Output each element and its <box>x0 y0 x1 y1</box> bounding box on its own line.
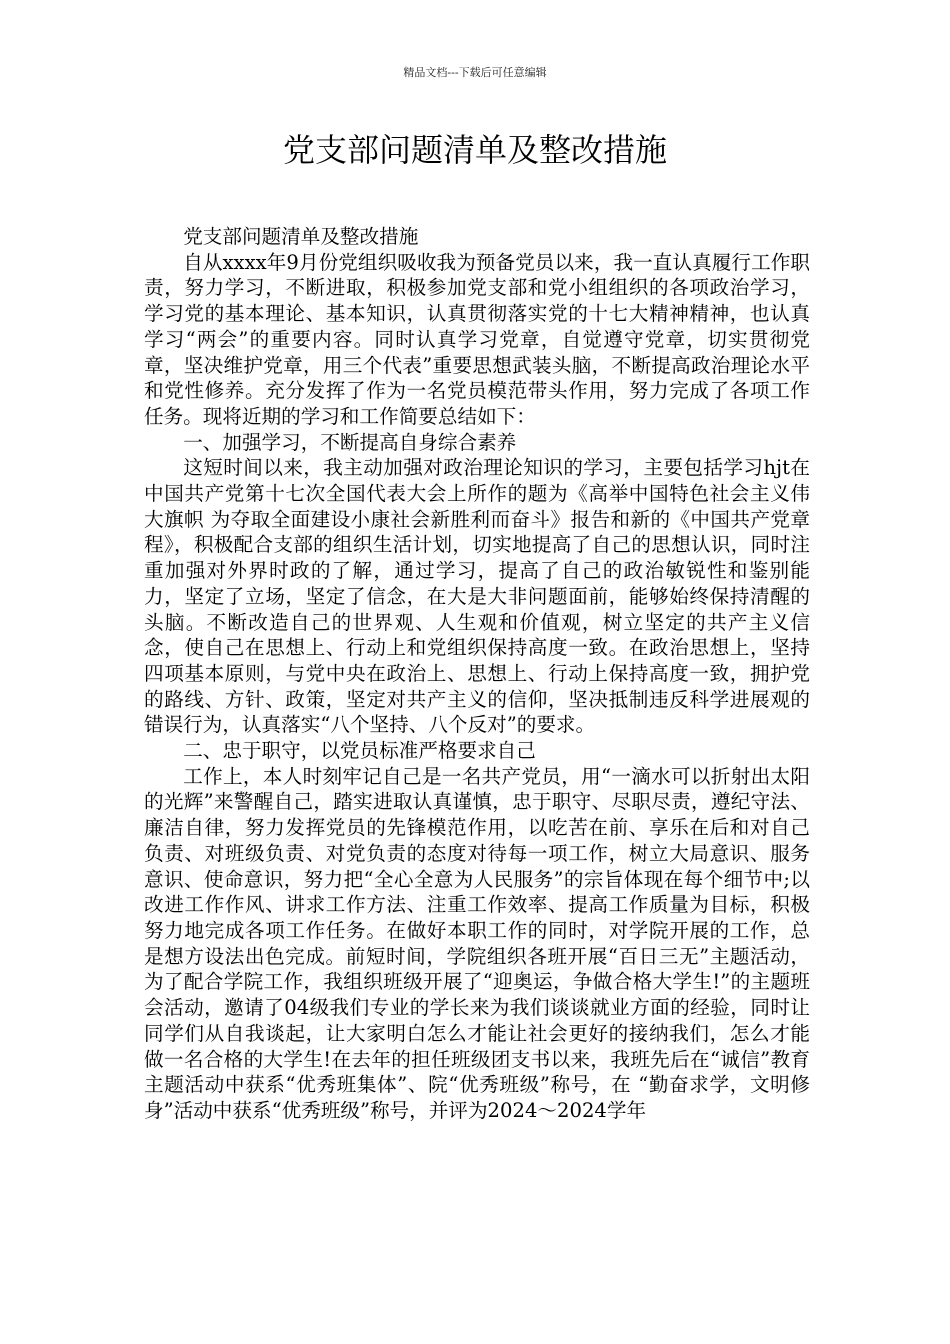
header-note: 精品文档---下载后可任意编辑 <box>403 66 547 79</box>
intro-paragraph: 自从xxxx年9月份党组织吸收我为预备党员以来，我一直认真履行工作职责，努力学习，不断进取，积极参加党支部和党小组组织的各项政治学习，学习党的基本理论、基本知识，认真贯彻落实党的十七大精神精神，也认真学习“两会”的重要内容。同时认真学习党章，自觉遵守党章，切实贯彻党章，坚决维护党章，用三个代表”重要思想武装头脑，不断提高政治理论水平和党性修养。充分发挥了作为一名党员模范带头作用，努力完成了各项工作任务。现将近期的学习和工作简要总结如下： <box>144 250 810 428</box>
document-title: 党支部问题清单及整改措施 <box>282 131 667 169</box>
subtitle-line: 党支部问题清单及整改措施 <box>183 225 419 248</box>
document-body <box>144 224 810 1124</box>
section-heading-2: 二、忠于职守，以党员标准严格要求自己 <box>183 739 536 763</box>
section-1-paragraph: 这短时间以来，我主动加强对政治理论知识的学习，主要包括学习hjt在中国共产党第十七次全国代表大会上所作的题为《高举中国特色社会主义伟大旗帜 为夺取全面建设小康社会新胜利而奋斗》报告和新的《中国共产党章程》，积极配合支部的组织生活计划，切实地提高了自己的思想认识，同时注重加强对外界时政的了解，通过学习，提高了自己的政治敏锐性和鉴别能力，坚定了立场，坚定了信念，在大是大非问题面前，能够始终保持清醒的头脑。不断改造自己的世界观、人生观和价值观，树立坚定的共产主义信念，使自己在思想上、行动上和党组织保持高度一致。在政治思想上，坚持四项基本原则，与党中央在政治上、思想上、行动上保持高度一致，拥护党的路线、方针、政策，坚定对共产主义的信仰，坚决抵制违反科学进展观的错误行为，认真落实“八个坚持、八个反对”的要求。 <box>144 456 810 737</box>
section-heading-1: 一、加强学习，不断提高自身综合素养 <box>183 430 517 454</box>
section-2-paragraph: 工作上，本人时刻牢记自己是一名共产党员，用“一滴水可以折射出太阳的光辉”来警醒自己，踏实进取认真谨慎，忠于职守、尽职尽责，遵纪守法、廉洁自律，努力发挥党员的先锋模范作用，以吃苦在前、享乐在后和对自己负责、对班级负责、对党负责的态度对待每一项工作，树立大局意识、服务意识、使命意识，努力把“全心全意为人民服务”的宗旨体现在每个细节中;以改进工作作风、讲求工作方法、注重工作效率、提高工作质量为目标，积极努力地完成各项工作任务。在做好本职工作的同时，对学院开展的工作，总是想方设法出色完成。前短时间，学院组织各班开展“百日三无”主题活动，为了配合学院工作，我组织班级开展了“迎奥运，争做合格大学生!”的主题班会活动，邀请了04级我们专业的学长来为我们谈谈就业方面的经验，同时让同学们从自我谈起，让大家明白怎么才能让社会更好的接纳我们，怎么才能做一名合格的大学生!在去年的担任班级团支书以来，我班先后在“诚信”教育主题活动中获系“优秀班集体”、院“优秀班级”称号，在 “勤奋求学，文明修身”活动中获系“优秀班级”称号，并评为2024～2024学年 <box>144 764 810 1122</box>
